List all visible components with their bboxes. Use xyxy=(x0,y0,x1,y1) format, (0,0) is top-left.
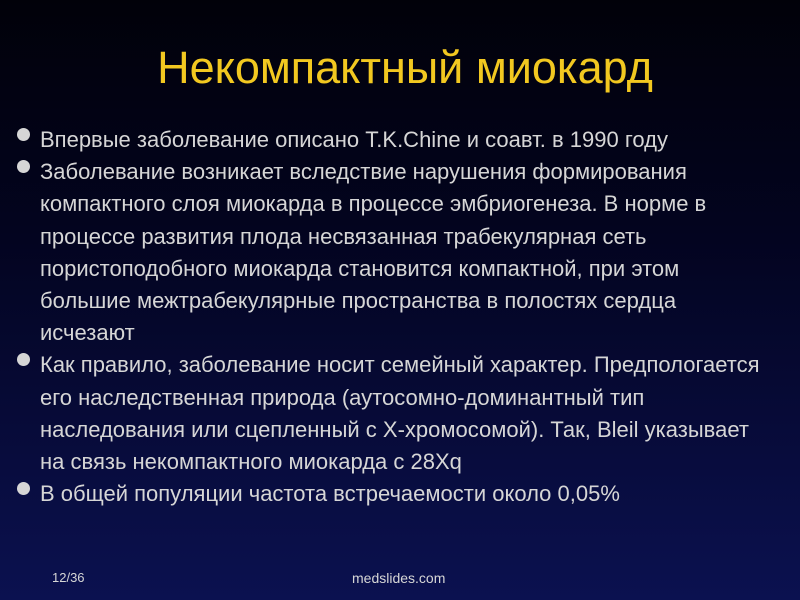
bullet-text: Как правило, заболевание носит семейный характер. Предпологается его наследственная природа (аутосомно-доминантный тип наследования или сцепленный с X-хромосомой). Так, Bleil указывает на связь некомпактного миокарда с 28Xq xyxy=(40,352,760,475)
bullet-icon xyxy=(17,128,30,141)
bullet-icon xyxy=(17,160,30,173)
bullet-item xyxy=(0,349,800,478)
bullet-text: В общей популяции частота встречаемости около 0,05% xyxy=(40,481,620,507)
bullet-text: Впервые заболевание описано T.K.Chine и соавт. в 1990 году xyxy=(40,127,668,152)
bullet-text: Заболевание возникает вследствие нарушения формирования компактного слоя миокарда в процессе эмбриогенеза. В норме в процессе развития плода несвязанная трабекулярная сеть пористоподобного миокарда становится компактной, при этом большие межтрабекулярные пространства в полостях сердца исчезают xyxy=(40,159,707,346)
footer-date: 12/36 xyxy=(52,570,85,585)
slide-title: Некомпактный миокард xyxy=(157,42,653,93)
bullet-icon xyxy=(17,353,30,366)
bullet-list xyxy=(0,124,800,510)
footer-site: medslides.com xyxy=(352,570,446,586)
bullet-item xyxy=(0,478,800,510)
bullet-item xyxy=(0,156,800,349)
bullet-item xyxy=(0,124,800,156)
bullet-icon xyxy=(17,482,30,495)
